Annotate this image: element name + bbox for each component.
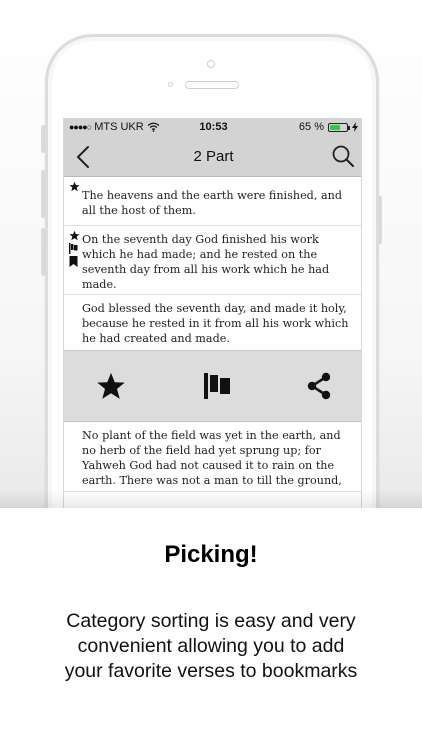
share-icon[interactable] [304, 371, 334, 401]
flag-icon[interactable] [202, 371, 232, 401]
search-icon[interactable] [331, 144, 355, 168]
verse-marks [69, 181, 80, 192]
signal-strength: ●●●●○ [69, 122, 92, 132]
verse-action-bar [64, 351, 362, 422]
charging-icon [352, 122, 358, 132]
promo-description-line: Category sorting is easy and very [66, 610, 356, 632]
star-icon [69, 181, 80, 192]
page-title: 2 Part [193, 148, 234, 165]
promo-headline: Picking! [164, 541, 258, 568]
verse-text: The heavens and the earth were finished, and all the host of them. [82, 189, 342, 217]
promo-description-line: your favorite verses to bookmarks [64, 660, 358, 682]
status-time: 10:53 [199, 121, 228, 133]
verse-text: God blessed the seventh day, and made it holy, because he rested in it from all his work which he had created and made. [82, 302, 349, 345]
verse-item[interactable] [64, 226, 362, 295]
battery-info [299, 121, 358, 133]
bookmark-icon [69, 256, 78, 267]
verse-item[interactable] [64, 178, 362, 226]
verse-item[interactable] [64, 295, 362, 351]
promo-panel [0, 508, 422, 750]
verse-list [64, 178, 362, 492]
battery-fill [330, 125, 340, 130]
verse-marks [69, 230, 80, 267]
status-bar [64, 118, 362, 136]
verse-text: No plant of the field was yet in the earth, and no herb of the field had yet sprung up; for Yahweh God had not caused it to rain on the earth. There was not a man to till the ground, [82, 429, 342, 487]
verse-item[interactable] [64, 422, 362, 492]
nav-bar [64, 136, 362, 177]
speaker-grille [185, 81, 239, 89]
carrier-name: MTS UKR [94, 121, 144, 133]
phone-screen [63, 118, 362, 508]
verse-text: On the seventh day God finished his work which he had made; and he rested on the seventh day from all his work which he had made. [82, 233, 330, 291]
star-icon[interactable] [96, 371, 126, 401]
battery-percent: 65 % [298, 121, 324, 133]
star-icon [69, 230, 80, 241]
promo-description [0, 609, 422, 684]
camera-icon [207, 60, 215, 68]
sensor-icon [168, 82, 173, 87]
promo-description-line: convenient allowing you to add [77, 635, 345, 657]
flag-icon [69, 243, 78, 254]
battery-icon [328, 123, 348, 132]
